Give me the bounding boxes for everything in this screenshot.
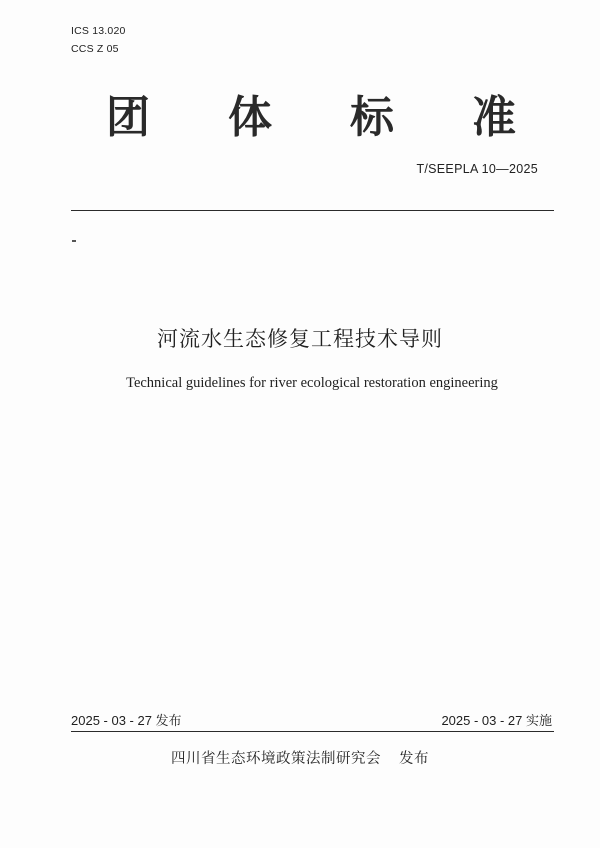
publisher-name: 四川省生态环境政策法制研究会 (171, 751, 381, 767)
document-type-heading (106, 92, 516, 144)
publisher-action: 发布 (399, 751, 429, 767)
doc-type-char: 体 (228, 92, 272, 143)
ccs-code: CCS Z 05 (71, 43, 119, 55)
top-divider (71, 210, 554, 211)
doc-type-char: 标 (350, 92, 394, 143)
doc-type-char: 团 (106, 92, 150, 143)
ics-code: ICS 13.020 (71, 25, 126, 37)
standard-number: T/SEEPLA 10—2025 (416, 162, 538, 176)
publisher-line (0, 749, 600, 769)
scan-speck (72, 240, 76, 242)
classification-codes (71, 22, 126, 58)
bottom-divider (71, 731, 554, 732)
implementation-date: 2025 - 03 - 27 实施 (441, 713, 552, 728)
document-title-english: Technical guidelines for river ecological restoration engineering (126, 375, 498, 391)
issue-date: 2025 - 03 - 27 发布 (71, 713, 182, 728)
doc-type-char: 准 (472, 92, 516, 143)
document-title-chinese: 河流水生态修复工程技术导则 (157, 327, 443, 351)
